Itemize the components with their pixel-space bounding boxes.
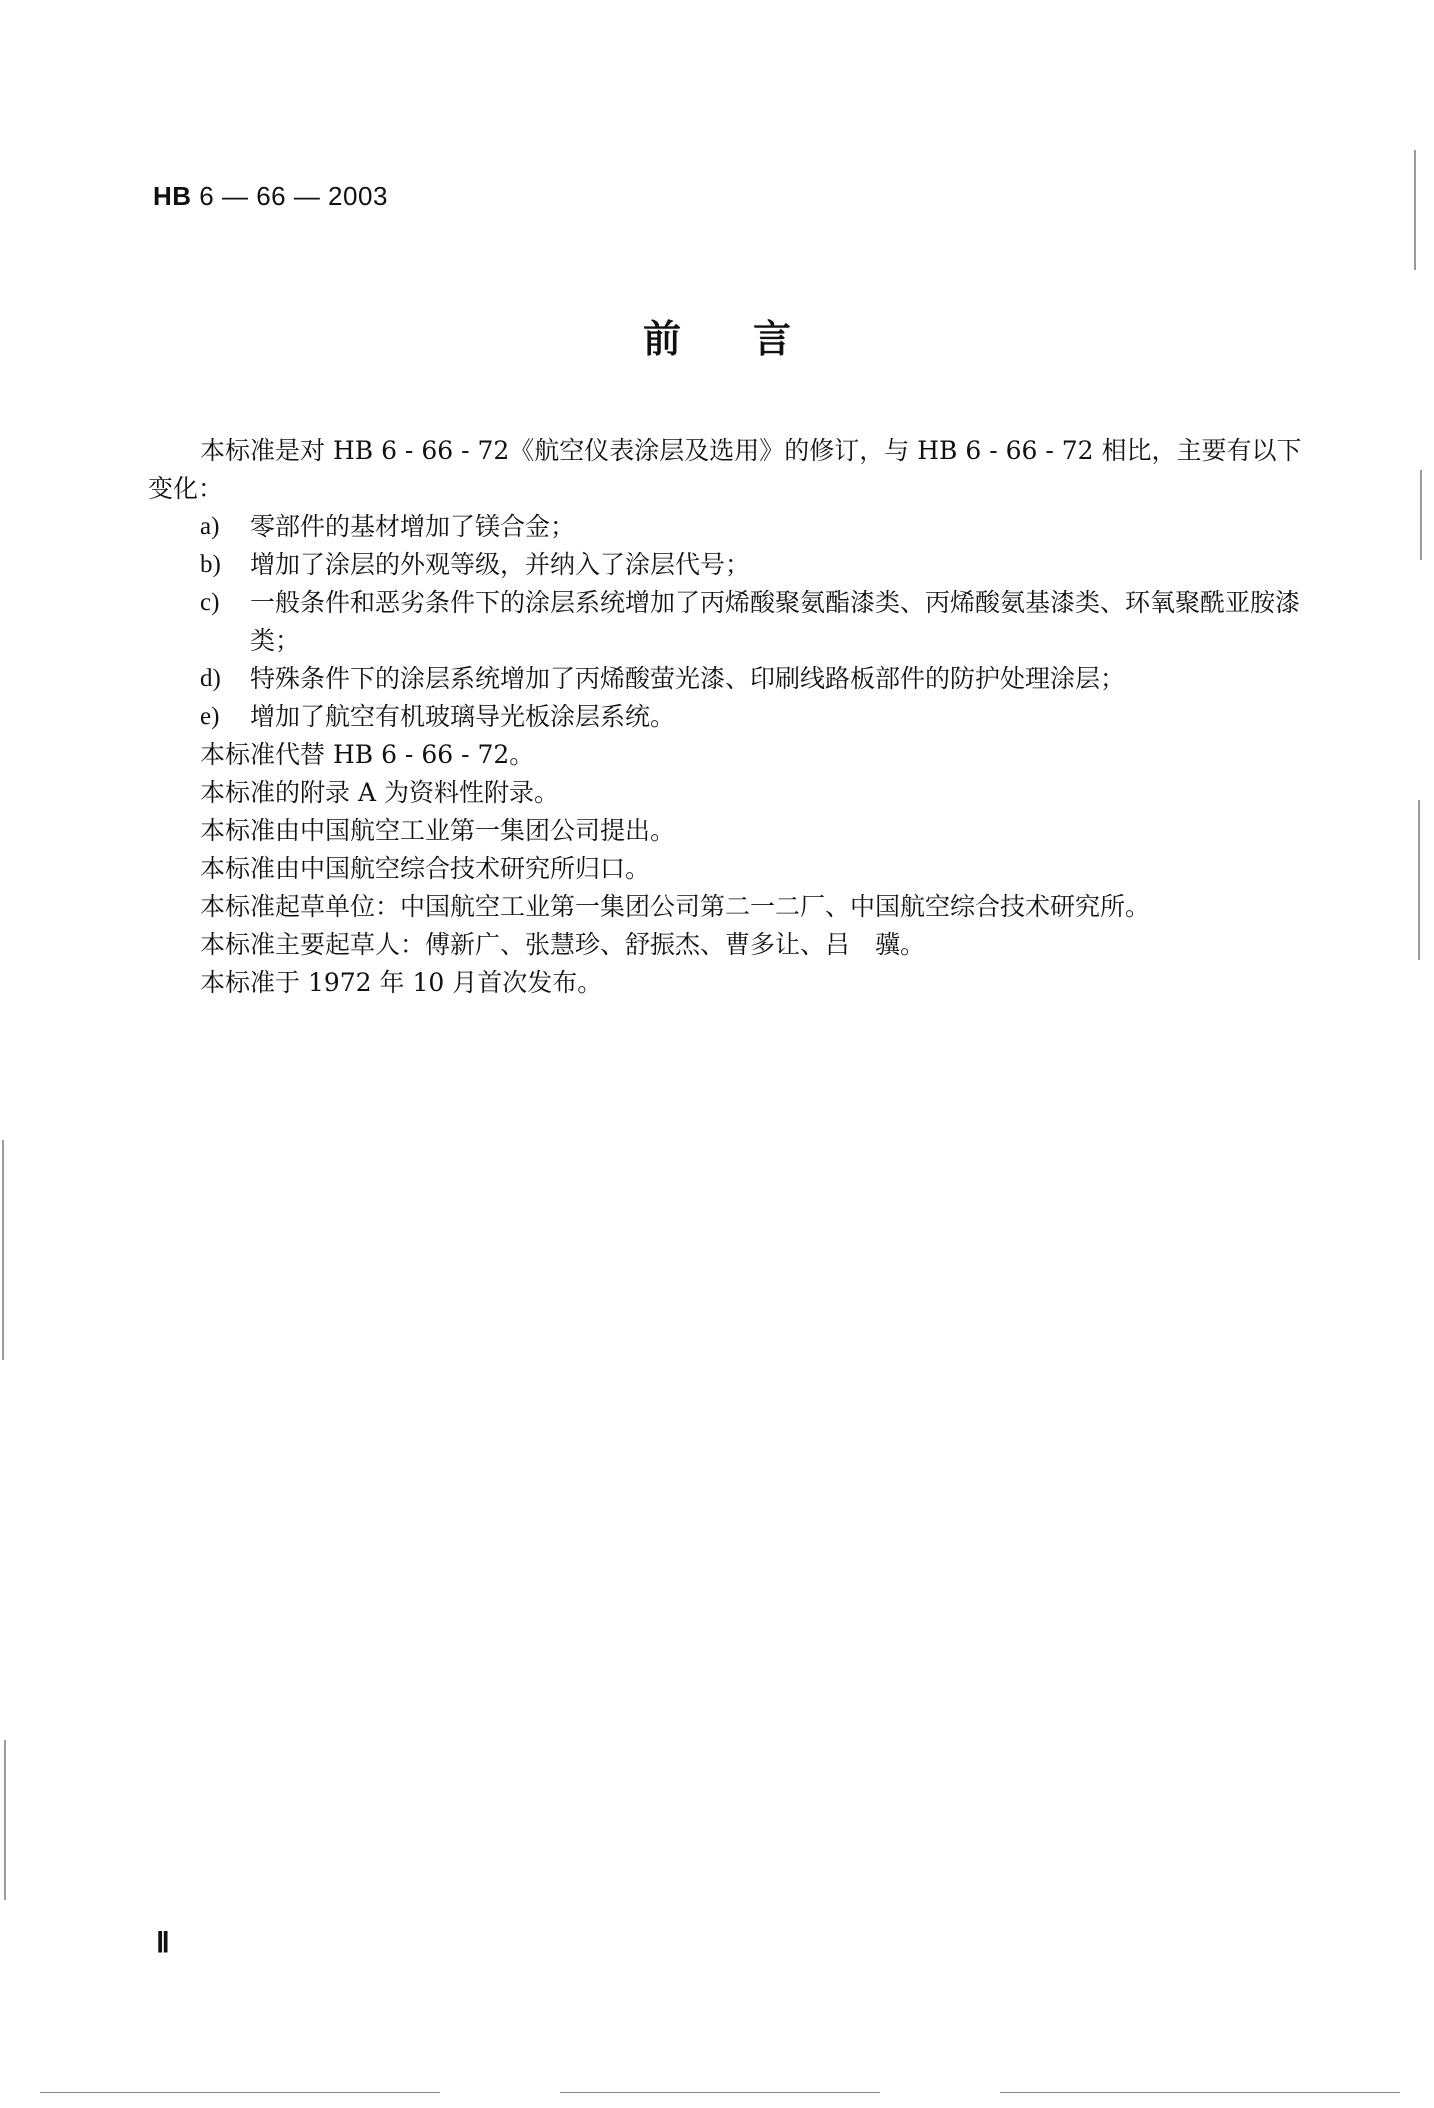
page-number: Ⅱ: [156, 1928, 170, 1959]
statement-replaces: 本标准代替 HB 6 - 66 - 72。: [200, 740, 535, 769]
list-item: [148, 584, 1308, 660]
bottom-rule: [1000, 2092, 1400, 2093]
statement-proposed-by: 本标准由中国航空工业第一集团公司提出。: [200, 816, 676, 845]
list-item: [148, 698, 1308, 736]
page-title: 前言: [642, 317, 863, 361]
foreword-body: [148, 432, 1308, 1002]
list-item: [148, 546, 1308, 584]
list-marker: a): [200, 513, 220, 540]
list-marker: c): [200, 589, 220, 616]
list-marker: e): [200, 703, 220, 730]
scan-edge-mark: [1420, 470, 1422, 560]
statement-managed-by: 本标准由中国航空综合技术研究所归口。: [200, 854, 651, 883]
list-item-text: 特殊条件下的涂层系统增加了丙烯酸萤光漆、印刷线路板部件的防护处理涂层；: [250, 664, 1126, 693]
standard-code-prefix: HB: [153, 181, 192, 211]
bottom-rule: [40, 2092, 440, 2093]
list-item: [148, 508, 1308, 546]
list-marker: b): [200, 551, 221, 578]
bottom-rule: [560, 2092, 880, 2093]
list-item-text: 增加了涂层的外观等级，并纳入了涂层代号；: [250, 550, 751, 579]
scan-edge-mark: [1414, 150, 1416, 270]
statement-drafting-units: 本标准起草单位：中国航空工业第一集团公司第二一二厂、中国航空综合技术研究所。: [200, 892, 1151, 921]
statement-first-issue: 本标准于 1972 年 10 月首次发布。: [200, 968, 603, 997]
statement-appendix: 本标准的附录 A 为资料性附录。: [200, 778, 559, 807]
list-item-text: 一般条件和恶劣条件下的涂层系统增加了丙烯酸聚氨酯漆类、丙烯酸氨基漆类、环氧聚酰亚胺漆类；: [250, 588, 1301, 655]
changes-list: [148, 508, 1308, 736]
standard-code-number: 6 — 66 — 2003: [191, 181, 388, 211]
scan-edge-mark: [2, 1140, 4, 1360]
standard-code: [153, 181, 388, 212]
statement-drafters: 本标准主要起草人：傅新广、张慧珍、舒振杰、曹多让、吕 骥。: [200, 930, 926, 959]
intro-paragraph: 本标准是对 HB 6 - 66 - 72《航空仪表涂层及选用》的修订，与 HB 6 - 66 - 72 相比，主要有以下变化：: [148, 436, 1302, 503]
list-item: [148, 660, 1308, 698]
list-item-text: 零部件的基材增加了镁合金；: [250, 512, 576, 541]
scan-edge-mark: [1418, 800, 1420, 960]
list-item-text: 增加了航空有机玻璃导光板涂层系统。: [250, 702, 676, 731]
scan-edge-mark: [4, 1740, 6, 1900]
list-marker: d): [200, 665, 221, 692]
